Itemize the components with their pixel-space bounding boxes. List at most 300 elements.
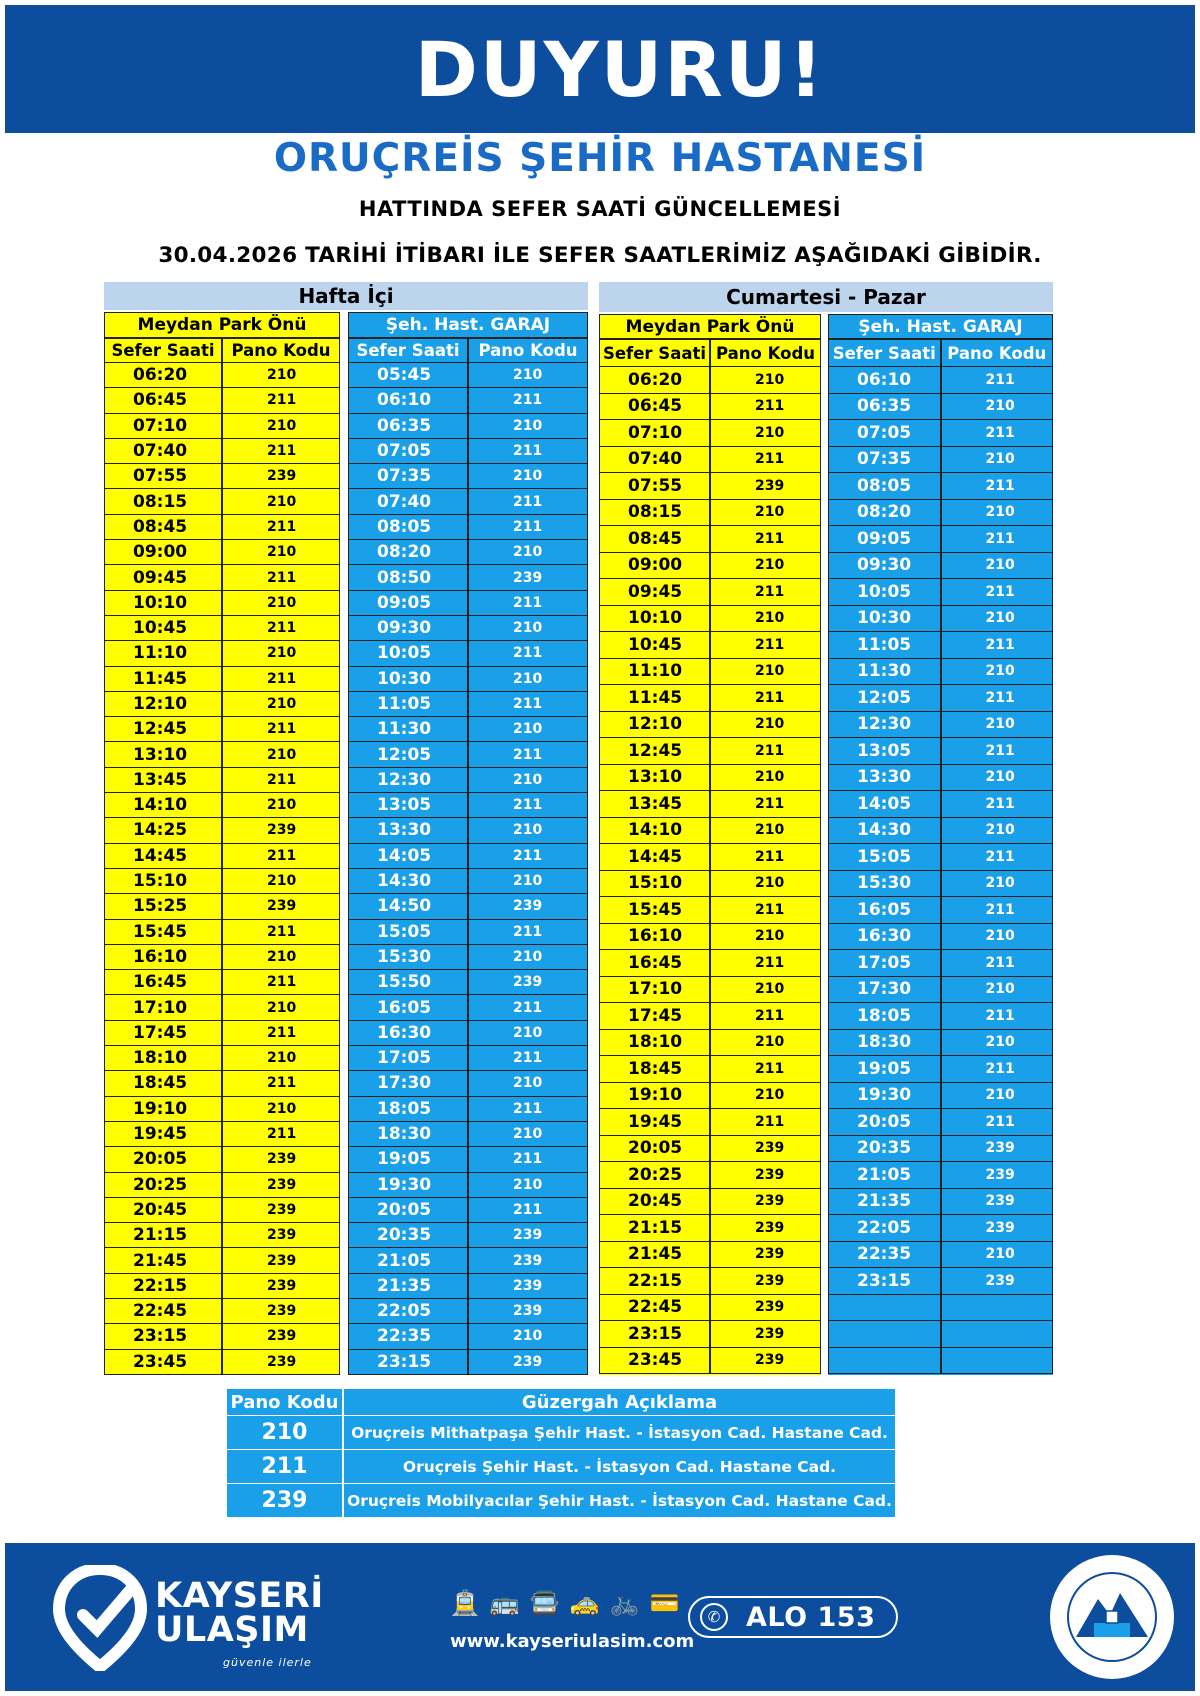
departure-time: 21:15: [104, 1223, 222, 1248]
legend-code: 210: [226, 1416, 343, 1450]
route-code: 239: [710, 1295, 821, 1322]
departure-time: 11:05: [348, 692, 468, 717]
schedule-row: [828, 1030, 1053, 1057]
departure-time: 07:40: [104, 439, 222, 464]
departure-time: 22:15: [104, 1274, 222, 1299]
departure-time: 16:05: [828, 897, 941, 924]
departure-time: 15:05: [828, 844, 941, 871]
schedule-row: [828, 818, 1053, 845]
schedule-row: [599, 818, 821, 845]
departure-time: 20:35: [828, 1136, 941, 1163]
route-code: 239: [710, 1215, 821, 1242]
schedule-row: [348, 920, 588, 945]
departure-time: 06:20: [599, 367, 710, 394]
route-code: 210: [222, 591, 340, 616]
brand-logo-text: [155, 1576, 324, 1650]
schedule-row: [348, 565, 588, 590]
departure-time: 19:10: [599, 1083, 710, 1110]
schedule-row: [104, 1274, 340, 1299]
departure-time: 11:05: [828, 632, 941, 659]
schedule-row: [104, 945, 340, 970]
departure-time: 23:15: [348, 1350, 468, 1375]
departure-time: 21:05: [828, 1162, 941, 1189]
route-code: 210: [941, 818, 1054, 845]
weekend-panel: [599, 282, 1053, 1375]
route-code: 211: [710, 844, 821, 871]
schedule-row: [599, 447, 821, 474]
departure-time: 16:30: [828, 924, 941, 951]
departure-time: 14:45: [599, 844, 710, 871]
schedule-row: [828, 712, 1053, 739]
schedule-row: [599, 500, 821, 527]
taxi-icon: 🚕: [569, 1589, 600, 1617]
schedule-row: [599, 473, 821, 500]
schedule-row: [828, 1083, 1053, 1110]
schedule-row: [348, 692, 588, 717]
route-code: 210: [710, 420, 821, 447]
departure-time: 13:45: [599, 791, 710, 818]
schedule-row: [104, 1248, 340, 1273]
schedule-row: [599, 632, 821, 659]
route-code: 239: [941, 1268, 1054, 1295]
departure-time: 19:45: [599, 1109, 710, 1136]
route-code: 210: [710, 1083, 821, 1110]
route-code: 239: [710, 1189, 821, 1216]
route-code: 211: [222, 565, 340, 590]
schedule-row: [348, 591, 588, 616]
schedule-row: [599, 791, 821, 818]
brand-line-1: KAYSERİ: [155, 1576, 324, 1616]
schedule-row: [348, 995, 588, 1020]
departure-time: 08:05: [828, 473, 941, 500]
departure-time: 20:45: [599, 1189, 710, 1216]
departure-time: 23:15: [104, 1324, 222, 1349]
route-code: 211: [222, 515, 340, 540]
schedule-row: [348, 1097, 588, 1122]
route-code: 211: [941, 526, 1054, 553]
schedule-row: [348, 616, 588, 641]
code-header: Pano Kodu: [222, 338, 340, 363]
schedule-row: [348, 869, 588, 894]
departure-time: 20:05: [599, 1136, 710, 1163]
route-code: 210: [222, 945, 340, 970]
departure-time: 19:05: [828, 1056, 941, 1083]
departure-time: 18:05: [828, 1003, 941, 1030]
route-code: 239: [222, 1173, 340, 1198]
route-code: 211: [222, 667, 340, 692]
route-code: 211: [222, 439, 340, 464]
column-headers: [828, 339, 1053, 367]
departure-time: 21:15: [599, 1215, 710, 1242]
schedule-row: [599, 738, 821, 765]
route-code: 210: [222, 742, 340, 767]
route-code: 211: [468, 1198, 588, 1223]
route-code: 239: [468, 1299, 588, 1324]
departure-time: 06:35: [828, 394, 941, 421]
schedule-row: [348, 768, 588, 793]
schedule-row: [828, 367, 1053, 394]
route-code: 210: [468, 1071, 588, 1096]
route-code: 211: [222, 616, 340, 641]
departure-time: 08:45: [599, 526, 710, 553]
route-code: 210: [941, 606, 1054, 633]
departure-time: 15:10: [104, 869, 222, 894]
route-code: 211: [710, 1056, 821, 1083]
route-code: 211: [941, 738, 1054, 765]
departure-time: 23:45: [599, 1348, 710, 1375]
departure-time: 10:45: [104, 616, 222, 641]
schedule-row: [599, 844, 821, 871]
departure-time: 10:30: [348, 667, 468, 692]
route-code: 211: [468, 439, 588, 464]
route-code: [941, 1295, 1054, 1322]
departure-time: 07:35: [828, 447, 941, 474]
departure-time: 13:05: [828, 738, 941, 765]
schedule-row: [599, 871, 821, 898]
schedule-row: [348, 439, 588, 464]
schedule-row: [104, 768, 340, 793]
route-code: 210: [710, 606, 821, 633]
route-code: 211: [222, 844, 340, 869]
departure-time: 22:45: [599, 1295, 710, 1322]
location-pin-icon: [53, 1565, 147, 1671]
route-code: 210: [468, 768, 588, 793]
bicycle-icon: 🚲: [609, 1589, 640, 1617]
departure-time: 12:05: [348, 742, 468, 767]
schedule-row: [828, 924, 1053, 951]
departure-time: 12:30: [828, 712, 941, 739]
schedule-row: [599, 394, 821, 421]
departure-time: 08:05: [348, 515, 468, 540]
departure-time: 13:10: [104, 742, 222, 767]
route-code: 211: [468, 489, 588, 514]
schedule-row: [348, 945, 588, 970]
departure-time: 20:05: [348, 1198, 468, 1223]
departure-time: 23:15: [599, 1321, 710, 1348]
departure-time: 14:25: [104, 818, 222, 843]
route-code: 211: [941, 1003, 1054, 1030]
top-banner: [5, 5, 1195, 133]
schedule-row: [599, 977, 821, 1004]
route-code: 210: [710, 871, 821, 898]
route-code: 210: [710, 500, 821, 527]
route-code: 211: [710, 1003, 821, 1030]
schedule-rows: [348, 363, 588, 1375]
departure-time: 15:10: [599, 871, 710, 898]
schedule-row: [599, 1056, 821, 1083]
schedule-row: [828, 1215, 1053, 1242]
schedule-row: [599, 367, 821, 394]
departure-time: 13:30: [348, 818, 468, 843]
departure-time: 07:55: [104, 464, 222, 489]
route-code: 210: [222, 793, 340, 818]
schedule-row: [348, 894, 588, 919]
route-code: 211: [941, 579, 1054, 606]
departure-time: 08:15: [104, 489, 222, 514]
departure-time: 06:35: [348, 414, 468, 439]
schedule-row: [348, 1071, 588, 1096]
stop-name: Şeh. Hast. GARAJ: [348, 312, 588, 338]
route-code: 239: [941, 1136, 1054, 1163]
departure-time: [828, 1295, 941, 1322]
schedule-row: [348, 363, 588, 388]
transport-icons: [450, 1589, 679, 1617]
departure-time: 19:45: [104, 1122, 222, 1147]
schedule-row: [828, 1295, 1053, 1322]
legend-row: [226, 1484, 896, 1518]
departure-time: 16:45: [104, 970, 222, 995]
departure-time: 22:05: [828, 1215, 941, 1242]
departure-time: 19:30: [828, 1083, 941, 1110]
departure-time: 20:45: [104, 1198, 222, 1223]
schedule-row: [348, 742, 588, 767]
schedule-row: [104, 1147, 340, 1172]
departure-time: 17:10: [104, 995, 222, 1020]
schedule-row: [348, 515, 588, 540]
schedule-row: [104, 1324, 340, 1349]
schedule-row: [599, 579, 821, 606]
route-code: 210: [710, 367, 821, 394]
schedule-row: [599, 765, 821, 792]
route-code: 211: [222, 1122, 340, 1147]
time-header: Sefer Saati: [104, 338, 222, 363]
website-link[interactable]: www.kayseriulasim.com: [450, 1631, 695, 1652]
route-code: 211: [468, 920, 588, 945]
tram-icon: 🚊: [450, 1589, 480, 1617]
effective-date-notice: 30.04.2026 TARİHİ İTİBARI İLE SEFER SAATLERİMİZ AŞAĞIDAKİ GİBİDİR.: [158, 243, 1042, 268]
route-code: 211: [222, 970, 340, 995]
schedule-row: [348, 1324, 588, 1349]
route-code: 210: [941, 1030, 1054, 1057]
route-code: 239: [468, 1274, 588, 1299]
schedule-row: [599, 606, 821, 633]
departure-time: 10:05: [348, 641, 468, 666]
schedule-row: [599, 924, 821, 951]
schedule-row: [104, 388, 340, 413]
schedule-row: [599, 1003, 821, 1030]
schedule-row: [104, 363, 340, 388]
departure-time: 14:30: [828, 818, 941, 845]
departure-time: 06:45: [599, 394, 710, 421]
route-code: 210: [222, 995, 340, 1020]
route-code: 210: [941, 765, 1054, 792]
route-subtitle: HATTINDA SEFER SAATİ GÜNCELLEMESİ: [358, 197, 842, 221]
schedule-row: [104, 1173, 340, 1198]
departure-time: 08:15: [599, 500, 710, 527]
schedule-row: [599, 1136, 821, 1163]
departure-time: 06:45: [104, 388, 222, 413]
route-code: 211: [710, 950, 821, 977]
route-code: 210: [222, 869, 340, 894]
departure-time: 14:50: [348, 894, 468, 919]
departure-time: 14:10: [599, 818, 710, 845]
route-code: [941, 1348, 1054, 1375]
schedule-row: [348, 1173, 588, 1198]
route-code: 210: [468, 667, 588, 692]
schedule-row: [828, 447, 1053, 474]
schedule-row: [348, 489, 588, 514]
column-headers: [104, 338, 340, 363]
departure-time: 08:45: [104, 515, 222, 540]
departure-time: 12:10: [599, 712, 710, 739]
code-header: Pano Kodu: [468, 338, 588, 363]
weekday-panel: [104, 282, 588, 1375]
route-code: 211: [710, 897, 821, 924]
route-code: 239: [222, 1350, 340, 1375]
schedule-row: [104, 692, 340, 717]
route-code: 239: [222, 1223, 340, 1248]
legend-code: 239: [226, 1484, 343, 1518]
route-code: 239: [222, 894, 340, 919]
bus-front-icon: 🚍: [529, 1589, 560, 1617]
departure-time: 12:10: [104, 692, 222, 717]
departure-time: 08:20: [828, 500, 941, 527]
route-code: 211: [468, 1046, 588, 1071]
route-code: 211: [941, 897, 1054, 924]
departure-time: 11:30: [828, 659, 941, 686]
route-code: 211: [222, 768, 340, 793]
departure-time: 13:45: [104, 768, 222, 793]
schedule-row: [828, 871, 1053, 898]
schedule-row: [348, 717, 588, 742]
route-code: 210: [468, 717, 588, 742]
schedule-rows: [828, 367, 1053, 1374]
schedule-row: [599, 897, 821, 924]
departure-time: 21:35: [828, 1189, 941, 1216]
departure-time: 14:05: [828, 791, 941, 818]
schedule-row: [828, 579, 1053, 606]
route-code: 210: [222, 1046, 340, 1071]
route-code: 211: [941, 420, 1054, 447]
route-code: 239: [222, 1248, 340, 1273]
departure-time: 07:40: [599, 447, 710, 474]
route-code: 210: [468, 869, 588, 894]
departure-time: 17:45: [104, 1021, 222, 1046]
legend-row: [226, 1450, 896, 1484]
departure-time: 08:20: [348, 540, 468, 565]
route-code: 211: [710, 1109, 821, 1136]
departure-time: 15:45: [104, 920, 222, 945]
code-header: Pano Kodu: [710, 339, 821, 367]
schedule-row: [348, 667, 588, 692]
route-code: 210: [468, 616, 588, 641]
departure-time: 18:10: [599, 1030, 710, 1057]
legend-route: Oruçreis Şehir Hast. - İstasyon Cad. Hastane Cad.: [343, 1450, 896, 1484]
schedule-row: [828, 950, 1053, 977]
time-header: Sefer Saati: [828, 339, 941, 367]
route-code: [941, 1321, 1054, 1348]
departure-time: 14:30: [348, 869, 468, 894]
departure-time: 12:05: [828, 685, 941, 712]
legend-route: Oruçreis Mobilyacılar Şehir Hast. - İstasyon Cad. Hastane Cad.: [343, 1484, 896, 1518]
departure-time: 18:45: [599, 1056, 710, 1083]
schedule-row: [599, 1030, 821, 1057]
route-code: 210: [222, 363, 340, 388]
departure-time: 07:05: [828, 420, 941, 447]
legend-route-header: Güzergah Açıklama: [343, 1388, 896, 1416]
route-code: 210: [468, 1324, 588, 1349]
departure-time: 20:05: [104, 1147, 222, 1172]
code-header: Pano Kodu: [941, 339, 1054, 367]
schedule-row: [348, 970, 588, 995]
route-code: 239: [941, 1162, 1054, 1189]
route-code: 211: [468, 515, 588, 540]
footer-banner: [5, 1543, 1195, 1691]
route-code: 210: [710, 924, 821, 951]
schedule-row: [599, 1215, 821, 1242]
schedule-row: [104, 414, 340, 439]
schedule-row: [828, 1189, 1053, 1216]
schedule-row: [104, 1046, 340, 1071]
departure-time: 10:05: [828, 579, 941, 606]
departure-time: 14:45: [104, 844, 222, 869]
schedule-row: [104, 1097, 340, 1122]
route-code: 210: [222, 1097, 340, 1122]
schedule-row: [104, 1223, 340, 1248]
phone-icon: ✆: [700, 1603, 728, 1631]
schedule-row: [828, 473, 1053, 500]
route-code: 210: [222, 692, 340, 717]
route-code: 210: [941, 977, 1054, 1004]
schedule-row: [104, 464, 340, 489]
route-code: 210: [941, 447, 1054, 474]
departure-time: 09:45: [104, 565, 222, 590]
departure-time: 11:45: [104, 667, 222, 692]
departure-time: 22:35: [348, 1324, 468, 1349]
schedule-row: [828, 1109, 1053, 1136]
route-code: 239: [710, 1321, 821, 1348]
stop-name: Şeh. Hast. GARAJ: [828, 314, 1053, 339]
schedule-row: [828, 1268, 1053, 1295]
schedule-row: [104, 1122, 340, 1147]
departure-time: 15:45: [599, 897, 710, 924]
schedule-row: [828, 606, 1053, 633]
schedule-row: [828, 394, 1053, 421]
schedule-row: [599, 1268, 821, 1295]
route-code: 239: [710, 1136, 821, 1163]
route-code: 239: [222, 1274, 340, 1299]
schedule-row: [599, 1109, 821, 1136]
route-code: 210: [710, 712, 821, 739]
departure-time: 19:30: [348, 1173, 468, 1198]
schedule-row: [828, 526, 1053, 553]
route-code: 210: [468, 363, 588, 388]
schedule-row: [828, 844, 1053, 871]
route-code: 239: [468, 1248, 588, 1273]
route-code: 211: [941, 367, 1054, 394]
departure-time: 12:45: [104, 717, 222, 742]
schedule-row: [828, 659, 1053, 686]
departure-time: 10:10: [599, 606, 710, 633]
departure-time: 18:30: [828, 1030, 941, 1057]
hotline-badge[interactable]: [688, 1596, 898, 1638]
route-code: 211: [710, 791, 821, 818]
schedule-row: [104, 489, 340, 514]
schedule-row: [104, 1350, 340, 1375]
schedule-row: [104, 869, 340, 894]
route-code: 210: [468, 414, 588, 439]
departure-time: 17:05: [348, 1046, 468, 1071]
route-code: 211: [710, 394, 821, 421]
schedule-row: [828, 1321, 1053, 1348]
schedule-row: [599, 1189, 821, 1216]
schedule-row: [828, 791, 1053, 818]
departure-time: 11:30: [348, 717, 468, 742]
time-header: Sefer Saati: [599, 339, 710, 367]
departure-time: 18:45: [104, 1071, 222, 1096]
route-code: 239: [222, 1299, 340, 1324]
route-code: 211: [468, 591, 588, 616]
